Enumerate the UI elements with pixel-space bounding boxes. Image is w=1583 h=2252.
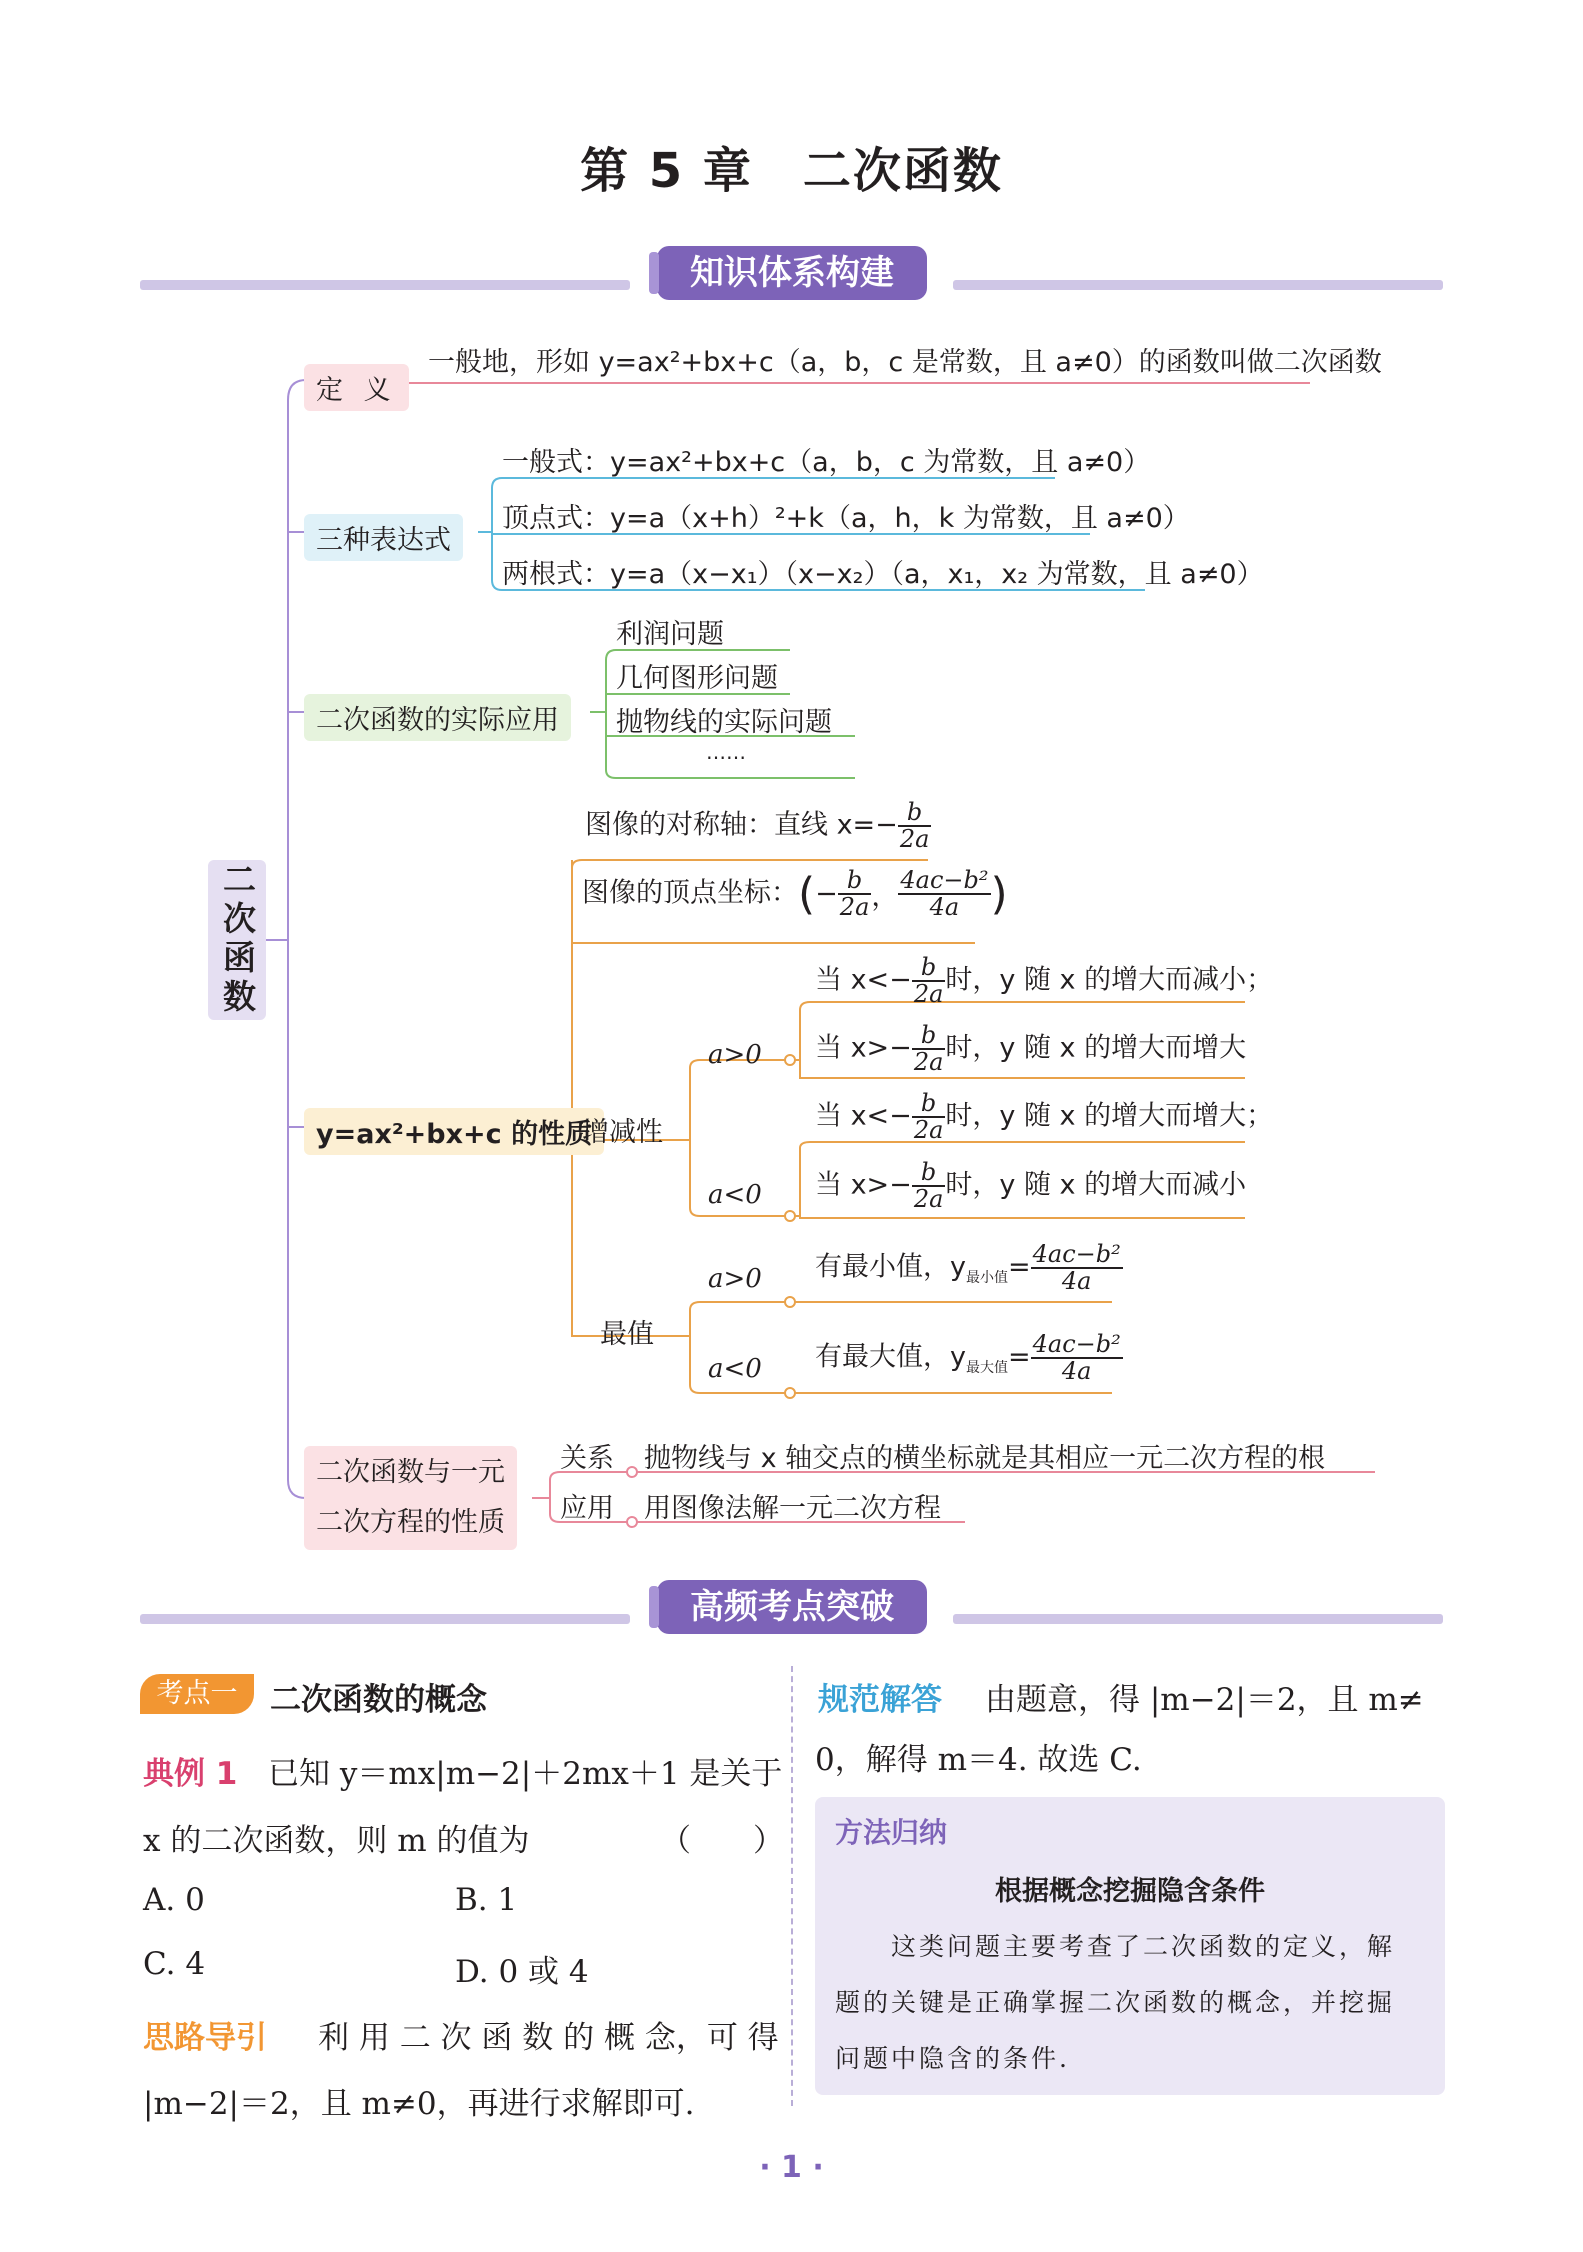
node-equation: 二次函数与一元 二次方程的性质 (304, 1446, 517, 1550)
relation-label: 关系 (560, 1443, 614, 1474)
method-line-2: 题的关键是正确掌握二次函数的概念，并挖掘 (835, 1988, 1396, 2017)
app-profit: 利润问题 (616, 619, 724, 650)
section-divider-right-2 (953, 1614, 1443, 1624)
option-b: B. 1 (455, 1882, 518, 1918)
method-title: 根据概念挖掘隐含条件 (995, 1876, 1265, 1907)
section-divider-left-2 (140, 1614, 630, 1624)
app-parabola: 抛物线的实际问题 (616, 707, 832, 738)
hint-line-2: |m−2|＝2，且 m≠0，再进行求解即可. (143, 2086, 695, 2122)
kaodian-topic: 二次函数的概念 (270, 1682, 487, 1718)
vertex-coordinates: 图像的顶点坐标：(− $\frac{b}{2a}$ ， $\frac{\text{4ac−b²}}{4a}$ ) (582, 866, 1008, 922)
vertex-prefix: 图像的顶点坐标： (582, 877, 798, 909)
apply-label: 应用 (560, 1493, 614, 1524)
kaodian-badge: 考点一 (140, 1674, 254, 1714)
column-divider (791, 1666, 793, 2106)
method-line-1: 这类问题主要考查了二次函数的定义，解 (891, 1932, 1396, 1961)
hint-label: 思路导引 (143, 2020, 267, 2056)
example-label: 典例 1 (143, 1756, 238, 1792)
mono-row-2: 当 x>− $\frac{b}{2a}$ 时，y 随 x 的增大而增大 (815, 1021, 1247, 1077)
node-applications: 二次函数的实际应用 (304, 694, 571, 741)
method-line-3: 问题中隐含的条件. (835, 2044, 1070, 2073)
hint-line-1: 利 用 二 次 函 数 的 概 念，可 得 (318, 2020, 779, 2056)
option-c: C. 4 (143, 1946, 206, 1982)
min-value: 有最小值，$y_{最小值}=$ $\frac{\text{4ac−b²}}{4a}$ (815, 1240, 1121, 1296)
definition-text: 一般地，形如 y=ax²+bx+c（a，b，c 是常数，且 a≠0）的函数叫做二次函数 (428, 347, 1382, 378)
method-label: 方法归纳 (835, 1816, 948, 1849)
node-three-forms: 三种表达式 (304, 514, 463, 561)
mono-a-pos: a>0 (708, 1040, 762, 1070)
extreme-a-neg: a<0 (708, 1354, 762, 1384)
form-two-roots: 两根式：y=a（x−x₁）（x−x₂）（a，x₁，x₂ 为常数，且 a≠0） (502, 559, 1264, 590)
mindmap-root: 二次函数 (208, 860, 266, 1020)
mono-row-1: 当 x<− $\frac{b}{2a}$ 时，y 随 x 的增大而减小； (815, 953, 1274, 1009)
extreme-a-pos: a>0 (708, 1264, 762, 1294)
page-number: · 1 · (759, 2150, 824, 2185)
axis-frac: $\frac{b}{2a}$ (899, 798, 930, 854)
monotonic-label: 增减性 (582, 1117, 663, 1148)
relation-text: 抛物线与 x 轴交点的横坐标就是其相应一元二次方程的根 (644, 1443, 1326, 1474)
app-geometry: 几何图形问题 (616, 663, 778, 694)
example-line-2: x 的二次函数，则 m 的值为 (143, 1823, 530, 1859)
page-title: 第 5 章 二次函数 (580, 143, 1003, 199)
max-value: 有最大值，$y_{最大值}=$ $\frac{\text{4ac−b²}}{4a}$ (815, 1330, 1121, 1386)
mono-a-neg: a<0 (708, 1180, 762, 1210)
extreme-label: 最值 (600, 1319, 654, 1350)
section-title-knowledge: 知识体系构建 (657, 246, 927, 300)
answer-paren: （ ） (660, 1823, 784, 1859)
node-properties: y=ax²+bx+c 的性质 (304, 1108, 604, 1155)
option-d: D. 0 或 4 (455, 1954, 589, 1990)
app-ellipsis: …… (706, 740, 746, 764)
option-a: A. 0 (143, 1882, 205, 1918)
method-box (815, 1797, 1445, 2095)
apply-text: 用图像法解一元二次方程 (644, 1493, 941, 1524)
mono-row-4: 当 x>− $\frac{b}{2a}$ 时，y 随 x 的增大而减小 (815, 1158, 1247, 1214)
answer-line-2: 0，解得 m＝4. 故选 C. (815, 1742, 1142, 1778)
answer-line-1: 由题意，得 |m−2|＝2，且 m≠ (985, 1682, 1424, 1718)
node-definition: 定 义 (304, 364, 409, 411)
form-vertex: 顶点式：y=a（x+h）²+k（a，h，k 为常数，且 a≠0） (502, 503, 1190, 534)
mono-row-3: 当 x<− $\frac{b}{2a}$ 时，y 随 x 的增大而增大； (815, 1089, 1274, 1145)
axis-of-symmetry (585, 800, 931, 852)
example-line-1: 已知 y＝mx|m−2|＋2mx＋1 是关于 (268, 1756, 783, 1792)
section-title-highfreq: 高频考点突破 (657, 1580, 927, 1634)
form-general: 一般式：y=ax²+bx+c（a，b，c 为常数，且 a≠0） (502, 447, 1151, 478)
axis-prefix: 图像的对称轴：直线 x=− (585, 809, 898, 841)
answer-label: 规范解答 (818, 1682, 942, 1718)
